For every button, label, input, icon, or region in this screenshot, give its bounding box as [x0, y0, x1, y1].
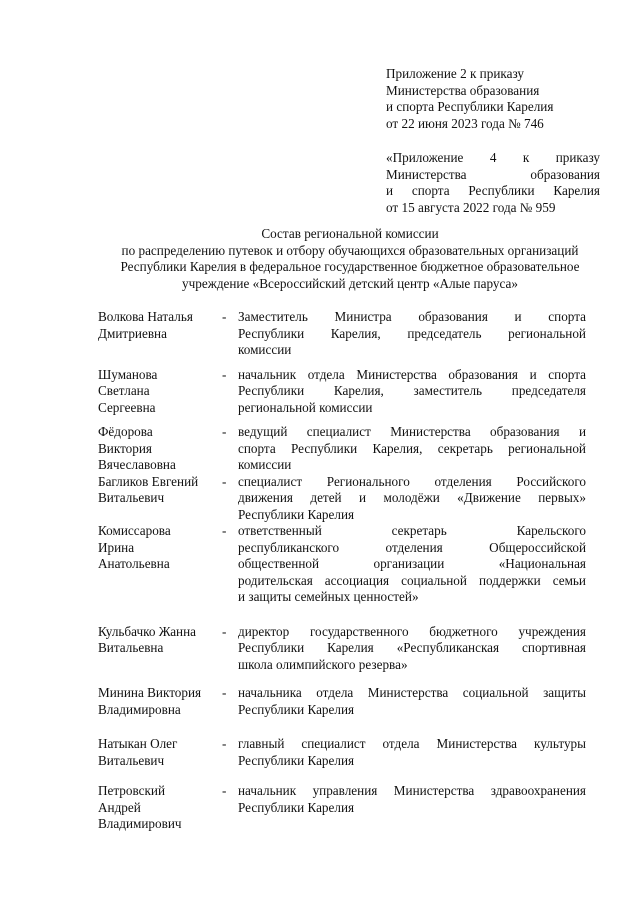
- member-dash: -: [222, 685, 227, 700]
- member-row: [98, 523, 586, 606]
- member-role-line: региональной комиссии: [238, 399, 373, 415]
- member-role-line: Республики Карелия: [238, 752, 355, 768]
- member-role-line: и защиты семейных ценностей»: [238, 589, 419, 604]
- member-name: [98, 309, 222, 342]
- member-name-line: Андрей: [98, 799, 141, 815]
- member-name-line: Дмитриевна: [98, 325, 167, 341]
- appendix-line: и спорта Республики Карелия: [386, 99, 554, 114]
- appendix-line: Министерства образования: [386, 82, 540, 98]
- member-role-line: Республики Карелия, заместитель председателя: [238, 383, 586, 398]
- member-name-line: Сергеевна: [98, 399, 156, 415]
- member-row: [98, 309, 586, 359]
- member-role-line: директор государственного бюджетного учреждения: [238, 623, 586, 639]
- member-name-line: Вячеславовна: [98, 457, 176, 472]
- member-role-line: Республики Карелия: [238, 701, 355, 717]
- member-role-line: Республики Карелия «Республиканская спортивная: [238, 640, 586, 655]
- appendix-line: Министерства образования: [386, 166, 600, 182]
- member-role: [238, 685, 586, 718]
- member-role-line: Республики Карелия: [238, 506, 355, 522]
- appendix-line: «Приложение 4 к приказу: [386, 150, 600, 165]
- appendix-line: от 15 августа 2022 года № 959: [386, 199, 556, 215]
- appendix-line: от 22 июня 2023 года № 746: [386, 115, 544, 131]
- member-role-line: общественной организации «Национальная: [238, 556, 586, 571]
- appendix-original: [386, 150, 600, 216]
- member-name-line: Фёдорова: [98, 424, 153, 439]
- member-role: [238, 424, 586, 474]
- member-role-line: комиссии: [238, 457, 292, 472]
- member-name-line: Анатольевна: [98, 556, 170, 571]
- member-name-line: Минина Виктория: [98, 685, 202, 700]
- member-role: [238, 367, 586, 417]
- member-dash: -: [222, 523, 227, 538]
- member-role: [238, 624, 586, 674]
- member-role: [238, 474, 586, 524]
- member-role-line: спорта Республики Карелия, секретарь региональной: [238, 440, 586, 456]
- appendix-current: [386, 66, 600, 132]
- member-role-line: комиссии: [238, 342, 292, 357]
- member-name-line: Петровский: [98, 783, 166, 798]
- member-name: [98, 783, 222, 833]
- member-row: [98, 474, 586, 524]
- member-role-line: школа олимпийского резерва»: [238, 656, 408, 672]
- member-dash: -: [222, 736, 227, 751]
- appendix-line: Приложение 2 к приказу: [386, 66, 524, 81]
- member-role-line: движения детей и молодёжи «Движение первых»: [238, 490, 586, 505]
- document-title: [90, 226, 610, 292]
- member-name: [98, 474, 222, 507]
- title-line: Состав региональной комиссии: [261, 226, 439, 241]
- member-name-line: Кульбачко Жанна: [98, 623, 197, 639]
- member-dash: -: [222, 424, 227, 439]
- member-name: [98, 424, 222, 474]
- member-name: [98, 624, 222, 657]
- member-role-line: начальника отдела Министерства социальной защиты: [238, 685, 586, 700]
- member-dash: -: [222, 309, 227, 324]
- member-role-line: республиканского отделения Общероссийской: [238, 539, 586, 555]
- member-name-line: Ирина: [98, 539, 135, 555]
- member-name-line: Багликов Евгений: [98, 473, 199, 489]
- member-role: [238, 309, 586, 359]
- member-name: [98, 685, 222, 718]
- member-row: [98, 624, 586, 674]
- member-role-line: главный специалист отдела Министерства культуры: [238, 736, 586, 751]
- member-dash: -: [222, 366, 227, 382]
- member-dash: -: [222, 783, 227, 798]
- title-line: по распределению путевок и отбору обучающихся образовательных организаций: [121, 242, 579, 258]
- member-row: [98, 736, 586, 769]
- member-role-line: Заместитель Министра образования и спорта: [238, 309, 586, 324]
- title-line: учреждение «Всероссийский детский центр «Алые паруса»: [182, 275, 518, 291]
- member-role: [238, 523, 586, 606]
- member-role-line: начальник отдела Министерства образования и спорта: [238, 366, 586, 382]
- member-name: [98, 367, 222, 417]
- member-dash: -: [222, 473, 227, 489]
- member-name-line: Натыкан Олег: [98, 736, 178, 751]
- member-role-line: Республики Карелия, председатель региональной: [238, 325, 586, 341]
- commission-members-list: [98, 309, 586, 833]
- member-name-line: Витальевич: [98, 490, 165, 505]
- member-name-line: Витальевич: [98, 752, 165, 768]
- member-role-line: Республики Карелия: [238, 799, 355, 815]
- member-row: [98, 367, 586, 417]
- member-name-line: Светлана: [98, 383, 150, 398]
- member-name-line: Витальевна: [98, 640, 164, 655]
- member-role-line: начальник управления Министерства здравоохранения: [238, 783, 586, 798]
- member-role-line: родительская ассоциация социальной поддержки семьи: [238, 572, 586, 588]
- member-role: [238, 736, 586, 769]
- member-name-line: Волкова Наталья: [98, 309, 193, 324]
- member-name: [98, 736, 222, 769]
- member-name-line: Комиссарова: [98, 523, 171, 538]
- title-line: Республики Карелия в федеральное государственное бюджетное образовательное: [120, 259, 580, 274]
- appendix-line: и спорта Республики Карелия: [386, 183, 600, 198]
- member-role: [238, 783, 586, 816]
- member-role-line: ведущий специалист Министерства образования и: [238, 424, 586, 439]
- member-role-line: специалист Регионального отделения Российского: [238, 473, 586, 489]
- member-name-line: Шуманова: [98, 366, 158, 382]
- member-name-line: Владимировна: [98, 701, 181, 717]
- member-row: [98, 685, 586, 718]
- member-dash: -: [222, 623, 227, 639]
- member-name-line: Владимирович: [98, 816, 182, 831]
- member-row: [98, 424, 586, 474]
- member-role-line: ответственный секретарь Карельского: [238, 523, 586, 538]
- member-name-line: Виктория: [98, 440, 152, 456]
- member-row: [98, 783, 586, 833]
- member-name: [98, 523, 222, 573]
